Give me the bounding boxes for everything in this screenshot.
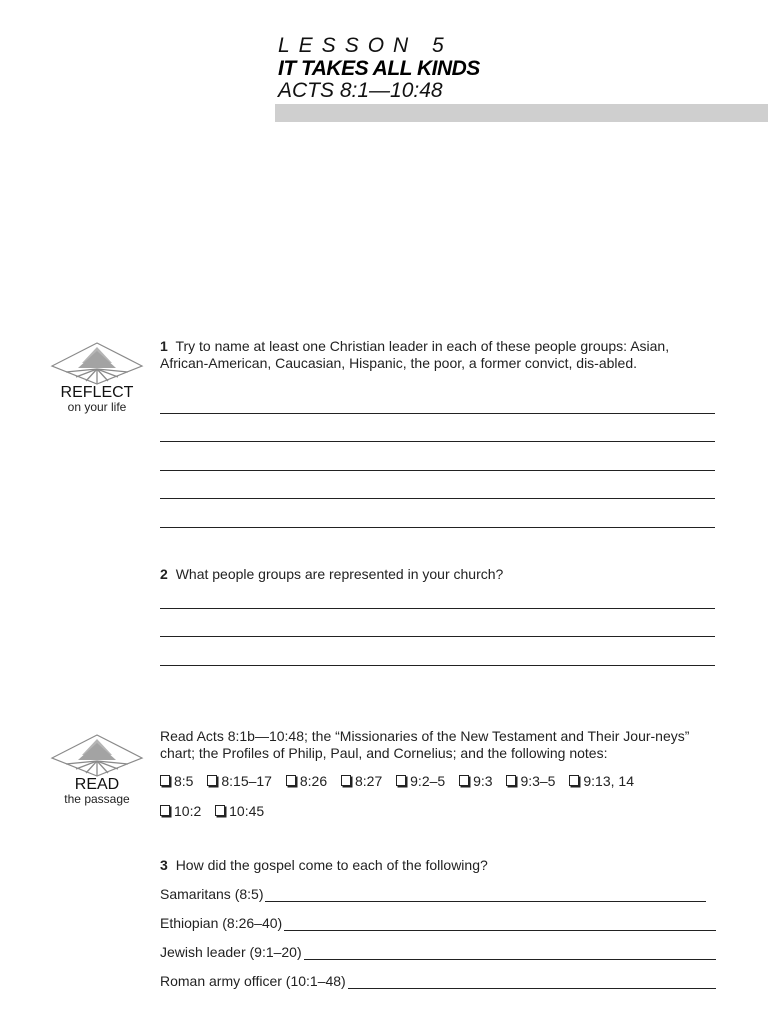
question-3-text: How did the gospel come to each of the following? [175,857,488,873]
fill-in-label: Jewish leader (9:1–20) [160,944,302,960]
note-checkbox[interactable] [207,773,272,789]
lesson-label: LESSON 5 [278,34,453,57]
note-label: 9:2–5 [410,773,446,789]
checkbox-icon[interactable] [207,775,217,786]
question-2 [160,566,716,583]
answer-line[interactable] [160,665,715,666]
header-bar [275,104,768,122]
fill-in-line[interactable] [284,916,716,931]
note-checkbox[interactable] [569,773,634,789]
answer-line[interactable] [160,636,715,637]
checkbox-icon[interactable] [506,775,516,786]
note-label: 10:2 [174,803,202,819]
fill-in-label: Ethiopian (8:26–40) [160,915,283,931]
note-checkbox[interactable] [286,773,327,789]
note-checkbox[interactable] [506,773,555,789]
checkbox-icon[interactable] [569,775,579,786]
fill-in-label: Roman army officer (10:1–48) [160,973,346,989]
fill-in-line[interactable] [265,887,706,902]
tree-icon [50,341,144,385]
fill-in-label: Samaritans (8:5) [160,886,264,902]
reflect-logo-subtitle: on your life [67,400,127,414]
question-2-text: What people groups are represented in your church? [175,566,504,582]
checkbox-icon[interactable] [396,775,406,786]
question-1-number: 1 [160,338,168,354]
notes-row-2 [160,803,730,819]
answer-line[interactable] [160,441,715,442]
reflect-logo [50,341,144,414]
checkbox-icon[interactable] [160,805,170,816]
question-3 [160,857,716,874]
fill-in-samaritans[interactable] [160,882,706,902]
note-checkbox[interactable] [396,773,445,789]
answer-line[interactable] [160,470,715,471]
note-label: 10:45 [229,803,265,819]
answer-line[interactable] [160,608,715,609]
tree-icon [50,733,144,777]
note-label: 8:5 [174,773,194,789]
note-checkbox[interactable] [160,773,193,789]
read-logo-subtitle: the passage [64,792,130,806]
answer-line[interactable] [160,527,715,528]
question-1-text: Try to name at least one Christian leader in each of these people groups: Asian, African-American, Caucasian, Hispanic, the poor, a former convict, dis-abled. [160,338,670,371]
answer-line[interactable] [160,498,715,499]
note-label: 9:3–5 [520,773,556,789]
scripture-reference: ACTS 8:1—10:48 [278,79,443,102]
note-label: 8:27 [355,773,383,789]
lesson-title: IT TAKES ALL KINDS [278,57,480,80]
note-label: 8:15–17 [221,773,272,789]
notes-row-1 [160,773,730,789]
fill-in-line[interactable] [348,974,716,989]
read-logo [50,733,144,806]
checkbox-icon[interactable] [286,775,296,786]
checkbox-icon[interactable] [215,805,225,816]
note-checkbox[interactable] [341,773,382,789]
fill-in-line[interactable] [304,945,716,960]
note-label: 8:26 [299,773,328,789]
question-2-number: 2 [160,566,168,582]
note-checkbox[interactable] [215,803,264,819]
read-logo-title: READ [74,776,120,793]
fill-in-roman-officer[interactable] [160,969,716,989]
fill-in-jewish-leader[interactable] [160,940,716,960]
checkbox-icon[interactable] [341,775,351,786]
question-1 [160,338,716,371]
checkbox-icon[interactable] [459,775,469,786]
note-checkbox[interactable] [160,803,201,819]
read-intro: Read Acts 8:1b—10:48; the “Missionaries of the New Testament and Their Jour-neys” chart; the Profiles of Philip, Paul, and Cornelius; and the following notes: [160,728,690,761]
fill-in-ethiopian[interactable] [160,911,716,931]
answer-line[interactable] [160,413,715,414]
note-checkbox[interactable] [459,773,492,789]
checkbox-icon[interactable] [160,775,170,786]
reflect-logo-title: REFLECT [60,384,134,401]
question-3-number: 3 [160,857,168,873]
note-label: 9:13, 14 [583,773,634,789]
note-label: 9:3 [473,773,493,789]
